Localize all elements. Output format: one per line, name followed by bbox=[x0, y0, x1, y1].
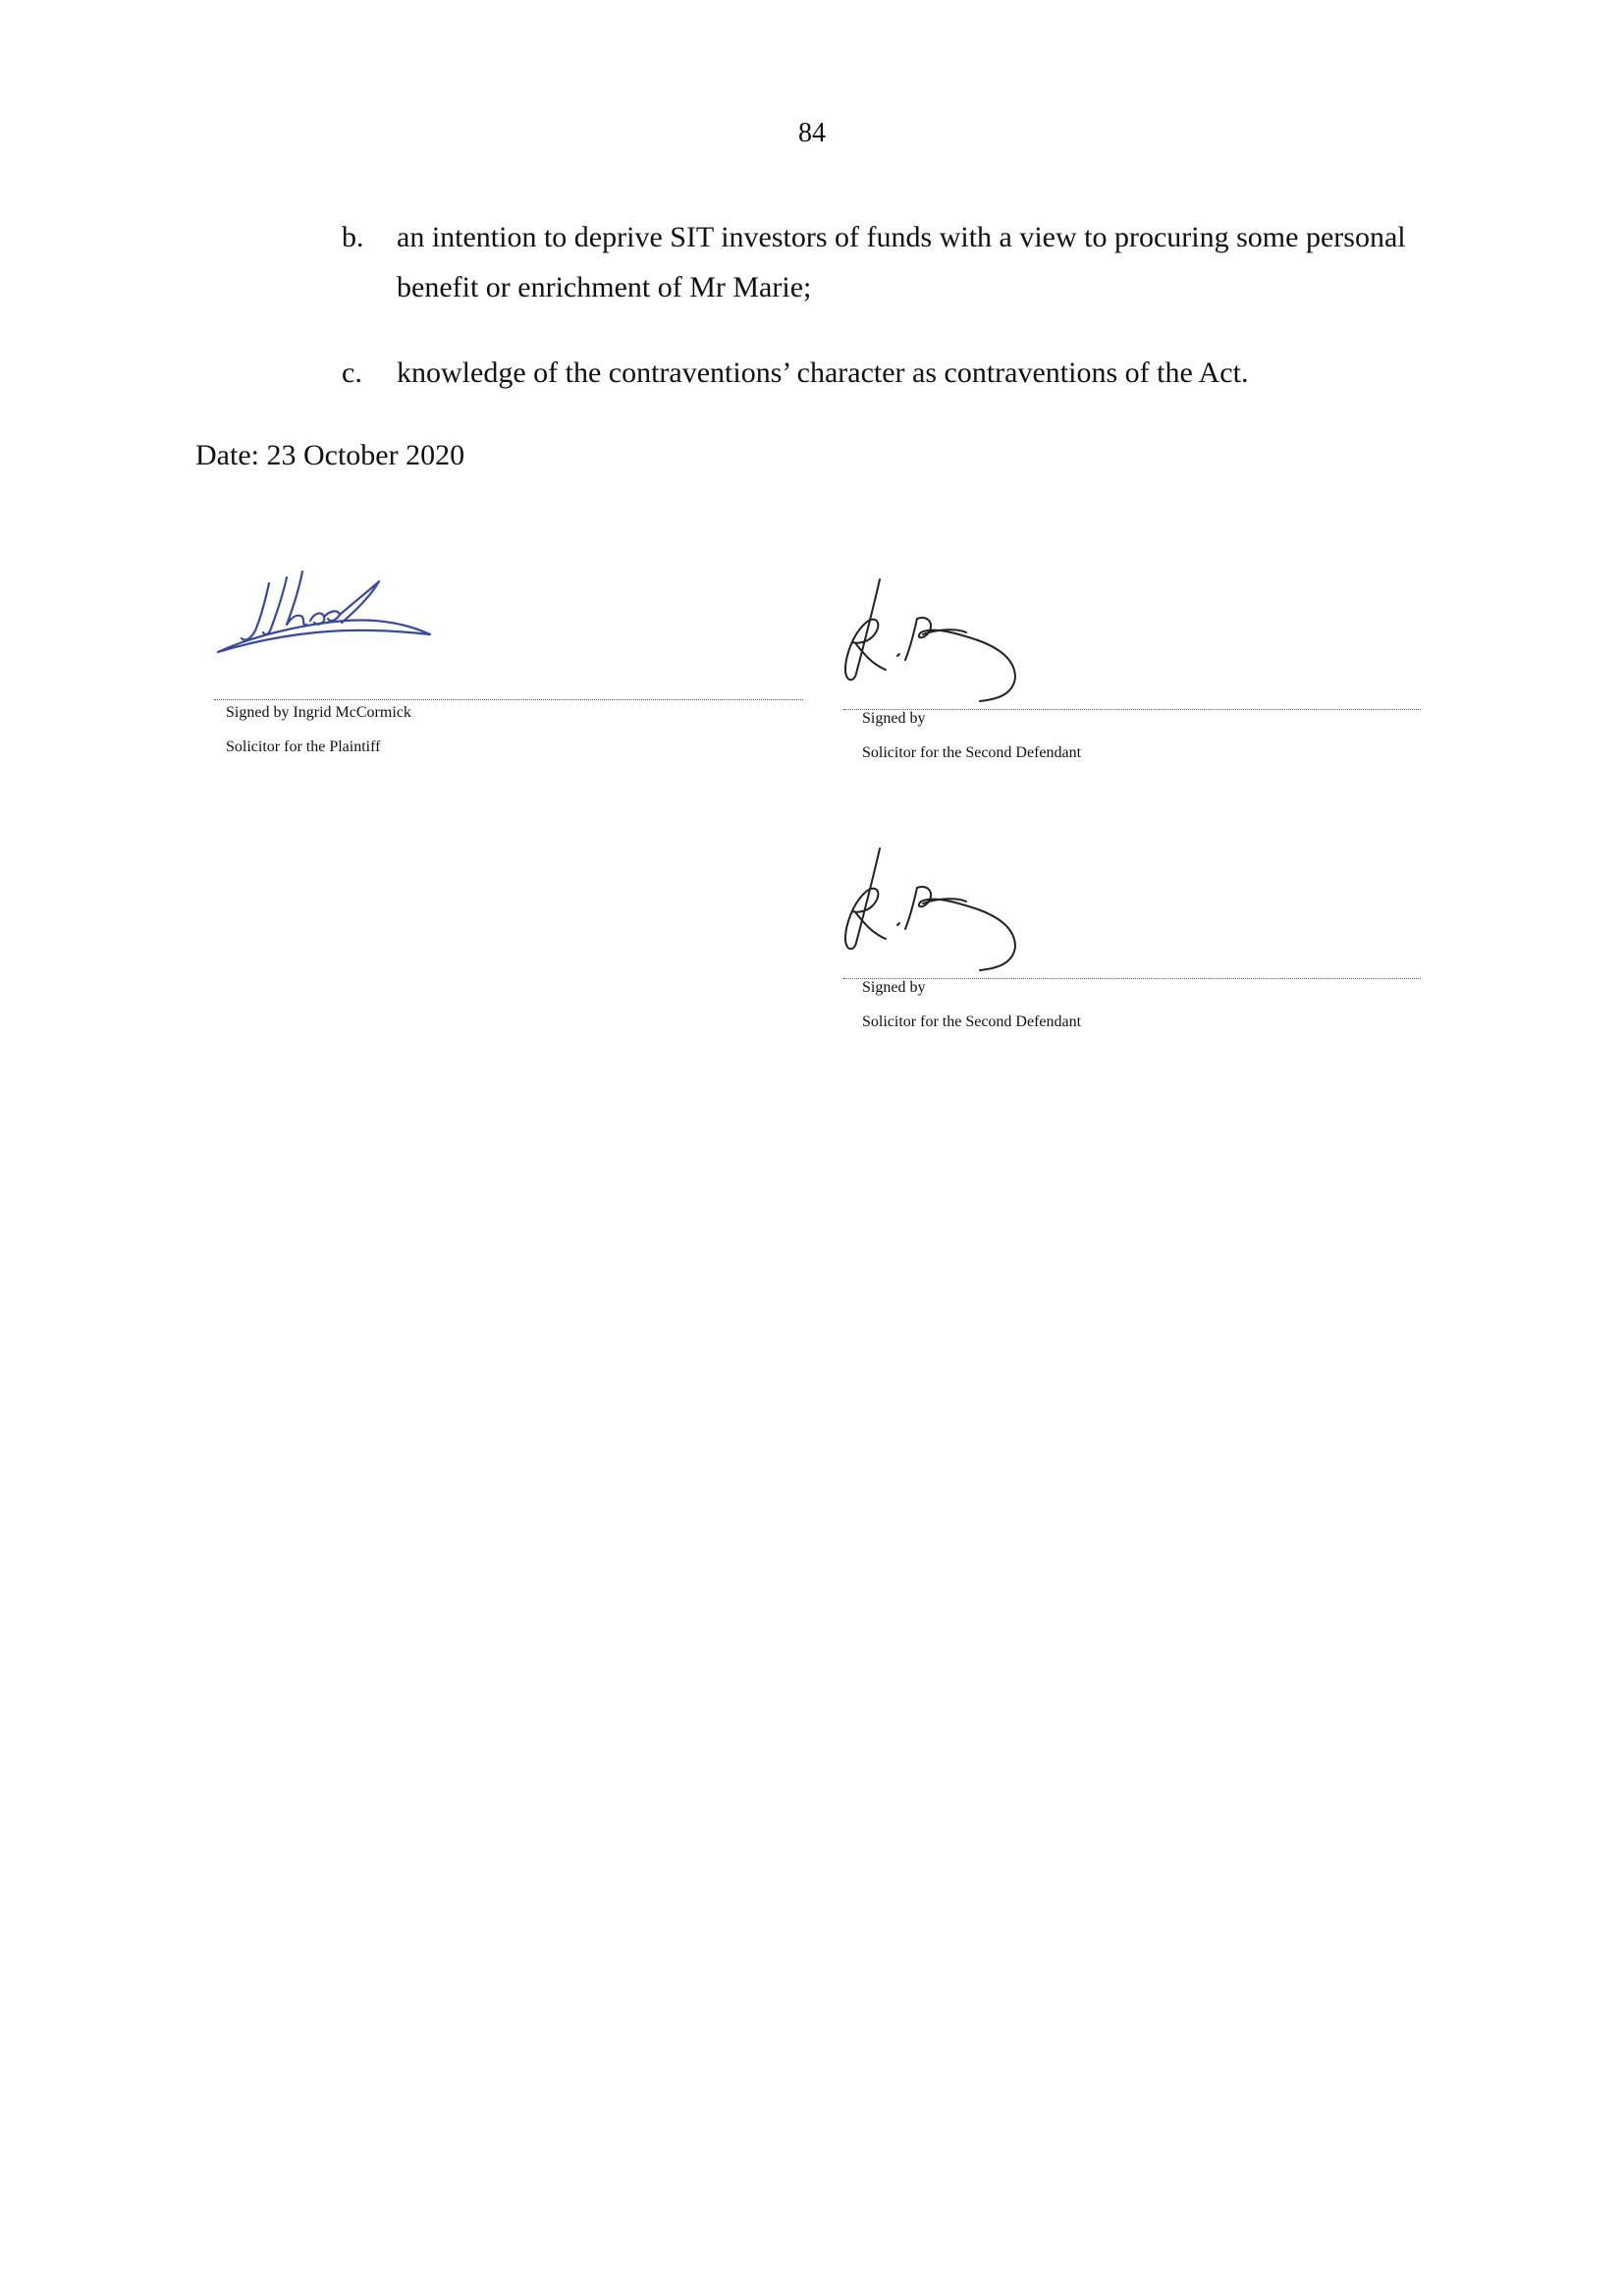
signatory-name: Signed by bbox=[862, 979, 926, 996]
second-defendant-signature-image bbox=[833, 575, 1039, 703]
signatory-name: Signed by bbox=[862, 710, 926, 727]
sub-paragraph-list bbox=[342, 212, 1451, 433]
date-line: Date: 23 October 2020 bbox=[195, 439, 465, 471]
plaintiff-signature-image bbox=[208, 562, 444, 660]
second-defendant-signature-image bbox=[833, 845, 1039, 972]
list-item-marker: c. bbox=[342, 356, 362, 389]
list-item-text: an intention to deprive SIT investors of funds with a view to procuring some personal benefit or enrichment of Mr Marie; bbox=[397, 221, 1406, 303]
list-item-marker: b. bbox=[342, 221, 364, 253]
list-item bbox=[342, 348, 1451, 398]
signature-line bbox=[843, 978, 1421, 979]
list-item-text: knowledge of the contraventions’ character as contraventions of the Act. bbox=[397, 356, 1249, 389]
signatory-role: Solicitor for the Second Defendant bbox=[862, 1013, 1082, 1030]
list-item bbox=[342, 212, 1451, 312]
signature-line bbox=[214, 699, 803, 700]
signatory-role: Solicitor for the Second Defendant bbox=[862, 744, 1082, 761]
signatory-role: Solicitor for the Plaintiff bbox=[226, 738, 381, 755]
page-number: 84 bbox=[798, 118, 826, 148]
signature-line bbox=[843, 709, 1421, 710]
signatory-name: Signed by Ingrid McCormick bbox=[226, 704, 411, 721]
